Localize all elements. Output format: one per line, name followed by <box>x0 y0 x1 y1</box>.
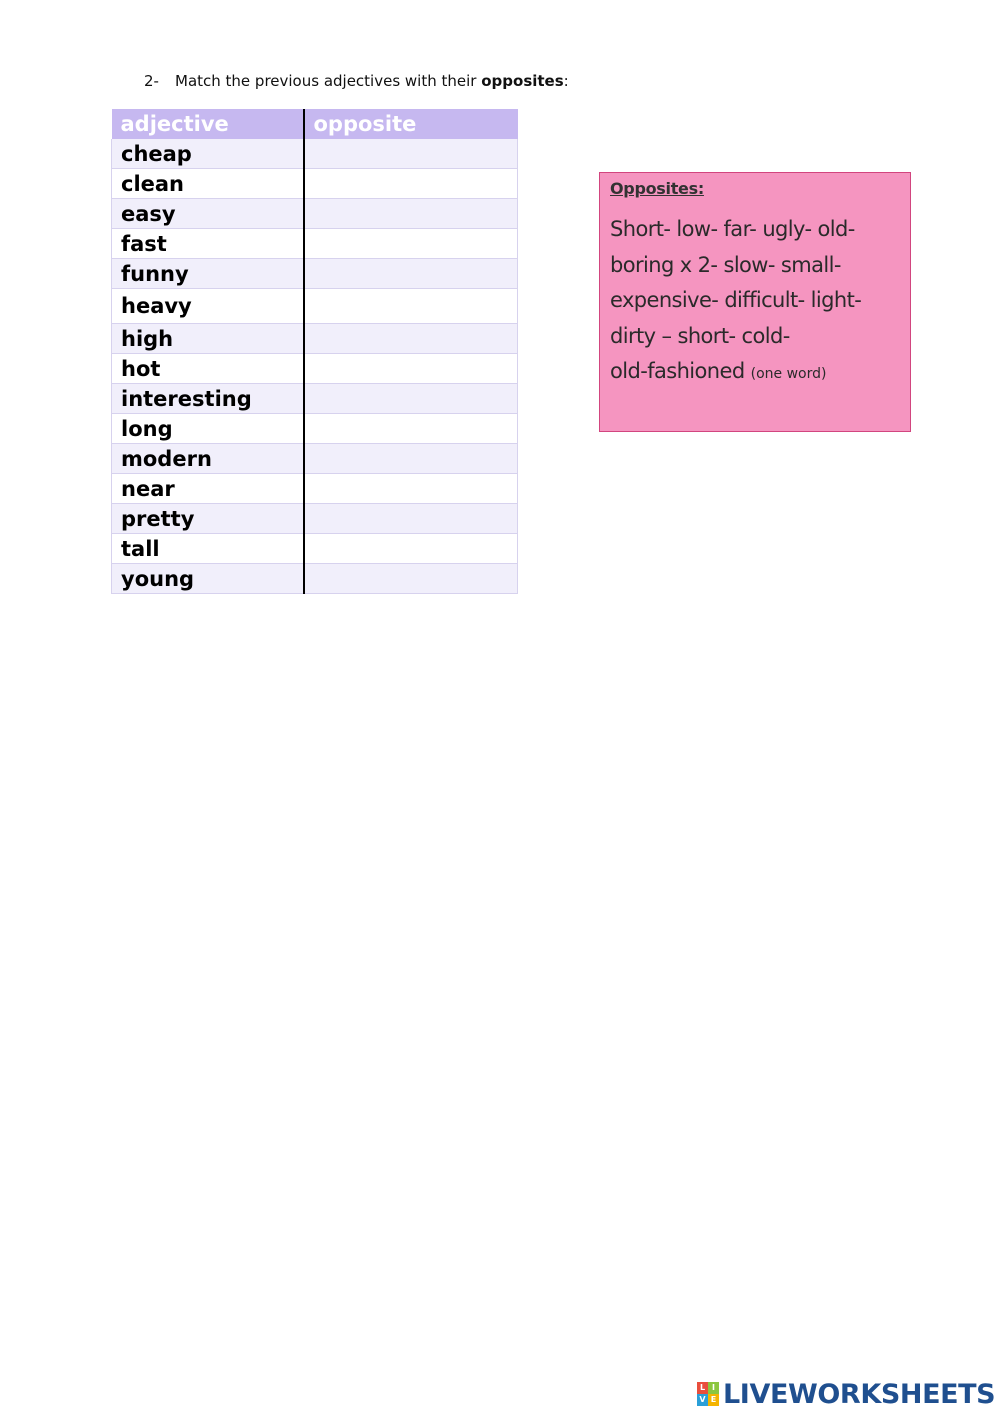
adjective-cell: easy <box>112 199 304 229</box>
opposites-line: expensive- difficult- light- <box>610 288 862 312</box>
header-adjective: adjective <box>112 109 304 139</box>
opposite-answer-cell[interactable] <box>304 474 518 504</box>
opposite-answer-cell[interactable] <box>304 139 518 169</box>
opposite-answer-cell[interactable] <box>304 564 518 594</box>
opposite-answer-cell[interactable] <box>304 354 518 384</box>
liveworksheets-brand[interactable] <box>697 1378 995 1410</box>
table-row <box>112 354 518 384</box>
table-row <box>112 534 518 564</box>
opposite-answer-cell[interactable] <box>304 289 518 324</box>
liveworksheets-logo-icon <box>697 1382 719 1406</box>
logo-letter-i: I <box>708 1382 719 1394</box>
opposite-answer-cell[interactable] <box>304 229 518 259</box>
adjective-cell: modern <box>112 444 304 474</box>
adjective-cell: high <box>112 324 304 354</box>
opposites-line <box>610 354 900 393</box>
adjective-cell: cheap <box>112 139 304 169</box>
table-row <box>112 474 518 504</box>
table-row <box>112 564 518 594</box>
opposite-answer-cell[interactable] <box>304 199 518 229</box>
adjective-cell: pretty <box>112 504 304 534</box>
instruction-text <box>144 72 569 90</box>
logo-letter-e: E <box>708 1394 719 1406</box>
header-opposite: opposite <box>304 109 518 139</box>
adjectives-table <box>111 109 518 594</box>
table-row <box>112 139 518 169</box>
opposites-note: (one word) <box>750 366 827 382</box>
opposite-answer-cell[interactable] <box>304 534 518 564</box>
adjective-cell: long <box>112 414 304 444</box>
opposites-last-word: old-fashioned <box>610 359 745 383</box>
instruction-number: 2- <box>144 72 159 90</box>
opposite-answer-cell[interactable] <box>304 169 518 199</box>
adjective-cell: heavy <box>112 289 304 324</box>
opposites-line: Short- low- far- ugly- old- <box>610 217 855 241</box>
opposites-line: boring x 2- slow- small- <box>610 252 841 277</box>
opposite-answer-cell[interactable] <box>304 504 518 534</box>
instruction-tail: : <box>563 72 569 90</box>
opposites-box <box>599 172 911 432</box>
table-row <box>112 444 518 474</box>
brand-name: LIVEWORKSHEETS <box>723 1378 996 1410</box>
instruction-lead: Match the previous adjectives with their <box>175 72 482 90</box>
table-row <box>112 384 518 414</box>
logo-letter-l: L <box>697 1382 708 1394</box>
table-row <box>112 504 518 534</box>
adjective-cell: fast <box>112 229 304 259</box>
opposite-answer-cell[interactable] <box>304 259 518 289</box>
instruction-bold-word: opposites <box>481 72 564 90</box>
table-row <box>112 169 518 199</box>
table-header-row <box>112 109 518 139</box>
table-row <box>112 414 518 444</box>
table-row <box>112 259 518 289</box>
table-row <box>112 199 518 229</box>
logo-letter-v: V <box>697 1394 708 1406</box>
opposite-answer-cell[interactable] <box>304 444 518 474</box>
adjective-cell: near <box>112 474 304 504</box>
opposites-title: Opposites: <box>610 179 704 198</box>
adjective-cell: funny <box>112 259 304 289</box>
table-row <box>112 289 518 324</box>
adjective-cell: young <box>112 564 304 594</box>
adjective-cell: tall <box>112 534 304 564</box>
adjective-cell: interesting <box>112 384 304 414</box>
table-row <box>112 229 518 259</box>
opposite-answer-cell[interactable] <box>304 414 518 444</box>
adjective-cell: hot <box>112 354 304 384</box>
opposite-answer-cell[interactable] <box>304 324 518 354</box>
opposite-answer-cell[interactable] <box>304 384 518 414</box>
opposites-line: dirty – short- cold- <box>610 323 790 348</box>
table-row <box>112 324 518 354</box>
adjective-cell: clean <box>112 169 304 199</box>
